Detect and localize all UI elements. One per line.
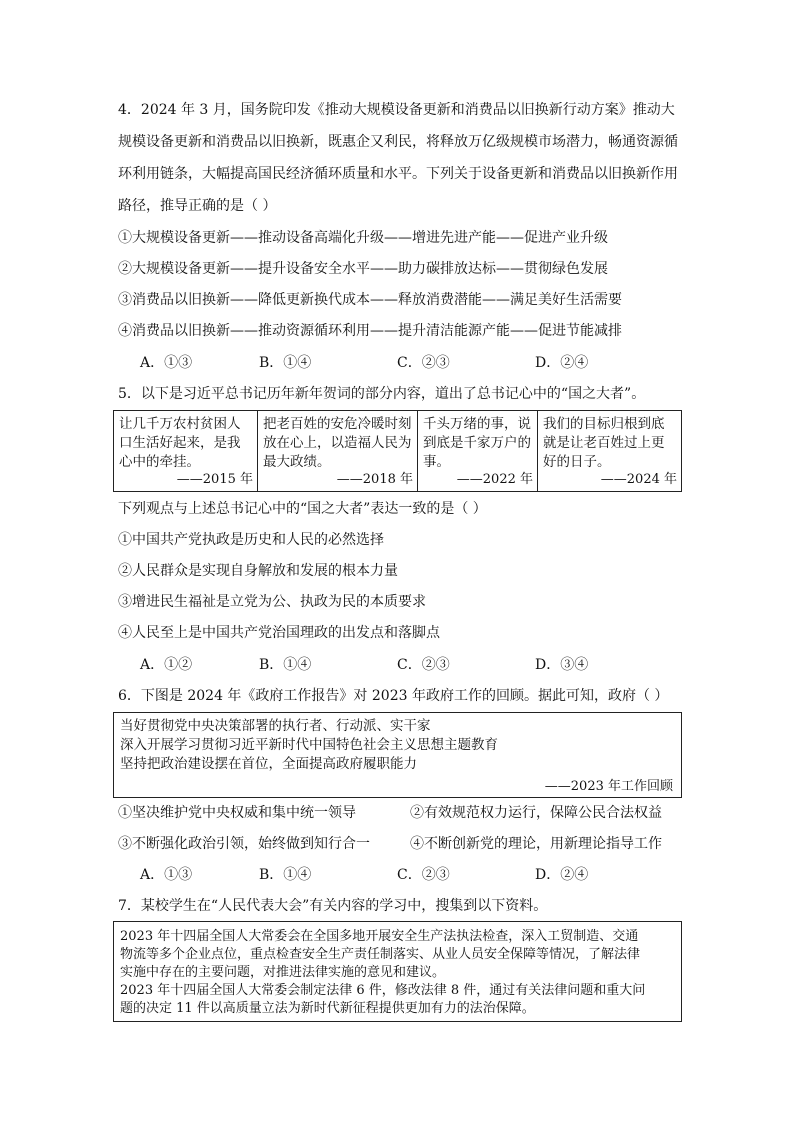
- q5-question: 下列观点与上述总书记心中的“国之大者”表达一致的是（ ）: [118, 501, 487, 517]
- q4-statement-1: ①大规模设备更新——推动设备高端化升级——增进先进产能——促进产业升级: [118, 230, 608, 246]
- q6-box-line-1: 当好贯彻党中央决策部署的执行者、行动派、实干家: [120, 718, 431, 734]
- quote-cell-2022: [418, 411, 538, 491]
- q5-statement-1: ①中国共产党执政是历史和人民的必然选择: [118, 532, 384, 548]
- quote-cell-2015: [114, 411, 258, 491]
- q5-statement-2: ②人民群众是实现自身解放和发展的根本力量: [118, 563, 398, 579]
- quote-text: 把老百姓的安危冷暖时刻放在心上，以造福人民为最大政绩。: [263, 416, 412, 470]
- quote-text: 让几千万农村贫困人口生活好起来，是我心中的牵挂。: [119, 416, 241, 470]
- q6-box-line-3: 坚持把政治建设摆在首位，全面提高政府履职能力: [120, 756, 417, 772]
- q7-box-line-3: 实施中存在的主要问题，对推进法律实施的意见和建议。: [120, 965, 446, 980]
- q6-options: [140, 866, 680, 884]
- q6-option-d[interactable]: D．②④: [535, 867, 589, 883]
- q5-option-b[interactable]: B．①④: [259, 657, 312, 673]
- q7-box-line-2: 物流等多个企业点位，重点检查安全生产责任制落实、从业人员安全保障等情况，了解法律: [120, 947, 641, 962]
- q6-report-box: [113, 712, 682, 798]
- quote-year: ——2022 年: [456, 472, 533, 487]
- quote-text: 我们的目标归根到底就是让老百姓过上更好的日子。: [543, 416, 665, 470]
- q5-quote-table: [113, 410, 682, 492]
- q5-options: [140, 656, 680, 674]
- q6-statement-4: ④不断创新党的理论，用新理论指导工作: [410, 836, 662, 852]
- q6-statement-1: ①坚决维护党中央权威和集中统一领导: [118, 805, 356, 821]
- q6-box-line-2: 深入开展学习贯彻习近平新时代中国特色社会主义思想主题教育: [120, 737, 498, 753]
- q6-box-source: ——2023 年工作回顾: [544, 779, 673, 794]
- q6-option-a[interactable]: A．①③: [140, 867, 193, 883]
- quote-year: ——2018 年: [336, 472, 413, 487]
- q4-option-b[interactable]: B．①④: [259, 355, 312, 371]
- q4-statement-3: ③消费品以旧换新——降低更新换代成本——释放消费潜能——满足美好生活需要: [118, 292, 622, 308]
- quote-cell-2018: [258, 411, 418, 491]
- q7-box-line-1: 2023 年十四届全国人大常委会在全国多地开展安全生产法执法检查，深入工贸制造、交通: [120, 929, 639, 944]
- quote-cell-2024: [538, 411, 681, 491]
- q5-option-a[interactable]: A．①②: [140, 657, 193, 673]
- q6-stem: 6．下图是 2024 年《政府工作报告》对 2023 年政府工作的回顾。据此可知，政府（ ）: [118, 688, 669, 704]
- q5-option-c[interactable]: C．②③: [397, 657, 450, 673]
- q4-statement-2: ②大规模设备更新——提升设备安全水平——助力碳排放达标——贯彻绿色发展: [118, 261, 608, 277]
- q5-stem: 5．以下是习近平总书记历年新年贺词的部分内容，道出了总书记心中的“国之大者”。: [118, 386, 646, 402]
- q4-option-d[interactable]: D．②④: [535, 355, 589, 371]
- quote-text: 千头万绪的事，说到底是千家万户的事。: [423, 416, 531, 470]
- q5-statement-3: ③增进民生福祉是立党为公、执政为民的本质要求: [118, 594, 426, 610]
- q4-stem-line-2: 规模设备更新和消费品以旧换新，既惠企又利民，将释放万亿级规模市场潜力，畅通资源循: [118, 134, 678, 150]
- q6-statement-2: ②有效规范权力运行，保障公民合法权益: [410, 805, 662, 821]
- q5-option-d[interactable]: D．③④: [535, 657, 589, 673]
- q4-options: [140, 354, 680, 372]
- q6-option-b[interactable]: B．①④: [259, 867, 312, 883]
- q4-statement-4: ④消费品以旧换新——推动资源循环利用——提升清洁能源产能——促进节能减排: [118, 323, 622, 339]
- quote-year: ——2015 年: [176, 472, 253, 487]
- q6-statement-3: ③不断强化政治引领，始终做到知行合一: [118, 836, 370, 852]
- q4-option-a[interactable]: A．①③: [140, 355, 193, 371]
- q4-stem-line-1: 4．2024 年 3 月，国务院印发《推动大规模设备更新和消费品以旧换新行动方案》推动大: [118, 102, 675, 118]
- q4-stem-line-3: 环利用链条，大幅提高国民经济循环质量和水平。下列关于设备更新和消费品以旧换新作用: [118, 166, 678, 182]
- q6-option-c[interactable]: C．②③: [397, 867, 450, 883]
- q7-material-box: [113, 921, 682, 1022]
- q4-stem-line-4: 路径，推导正确的是（ ）: [118, 198, 277, 214]
- q5-statement-4: ④人民至上是中国共产党治国理政的出发点和落脚点: [118, 625, 440, 641]
- q7-box-line-5: 题的决定 11 件以高质量立法为新时代新征程提供更加有力的法治保障。: [120, 1001, 535, 1016]
- quote-year: ——2024 年: [600, 472, 677, 487]
- q7-box-line-4: 2023 年十四届全国人大常委会制定法律 6 件，修改法律 8 件，通过有关法律问题和重大问: [120, 983, 646, 998]
- q4-option-c[interactable]: C．②③: [397, 355, 450, 371]
- q7-stem: 7．某校学生在“人民代表大会”有关内容的学习中，搜集到以下资料。: [118, 898, 548, 914]
